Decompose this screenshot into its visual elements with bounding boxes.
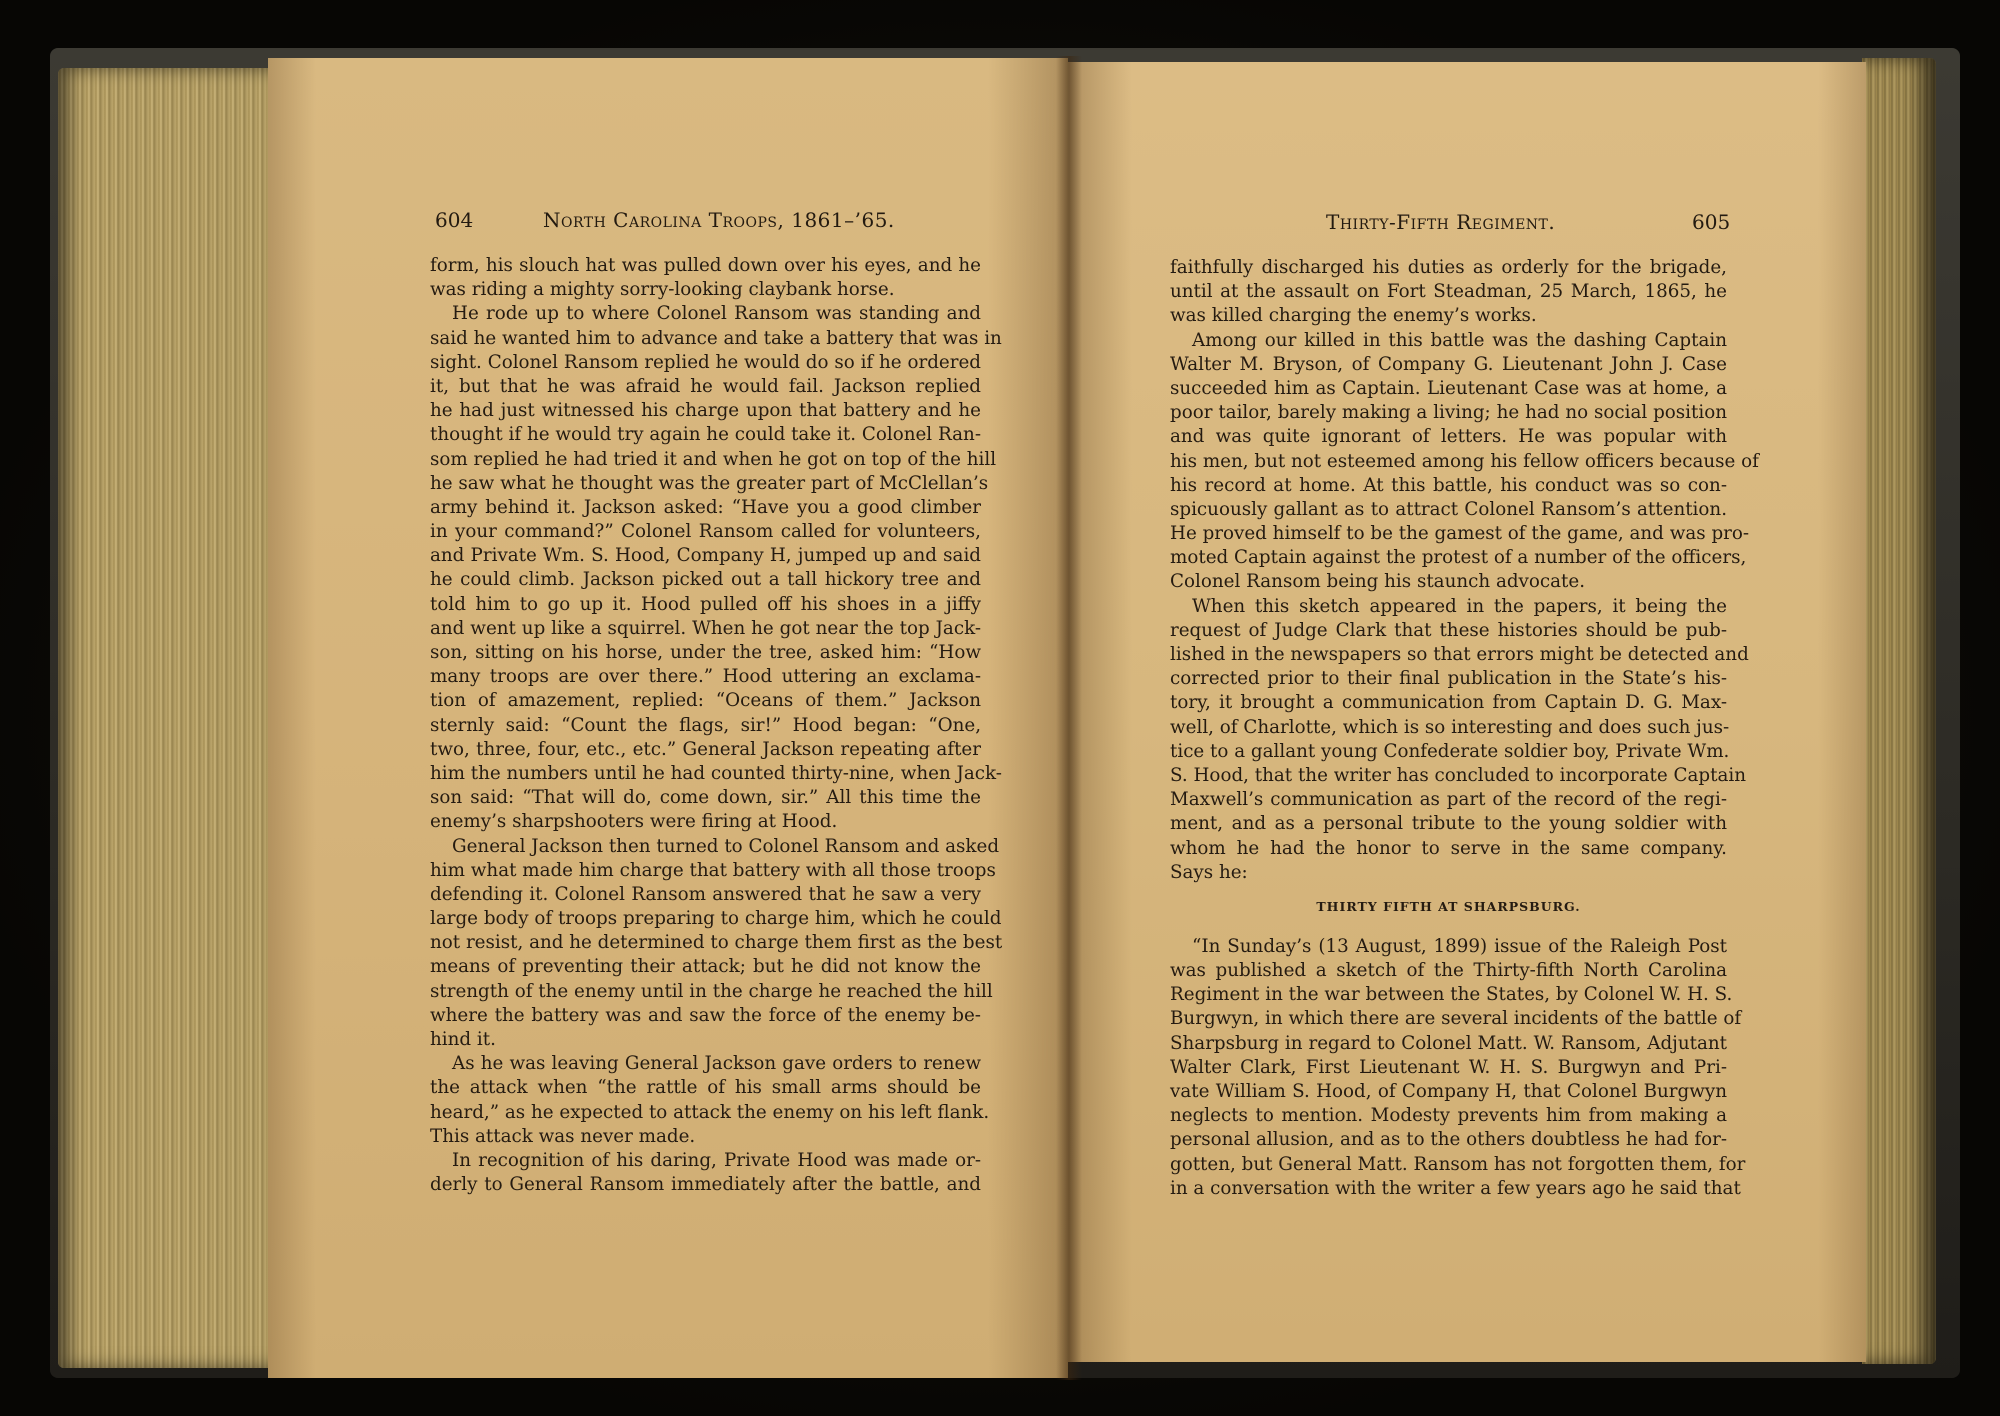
- text-line: som replied he had tried it and when he got on top of the hill: [430, 448, 997, 470]
- text-line: until at the assault on Fort Steadman, 25 March, 1865, he: [1170, 281, 1727, 303]
- text-line: was killed charging the enemy’s works.: [1170, 305, 1537, 327]
- text-line: sight. Colonel Ransom replied he would do so if he ordered: [430, 351, 981, 373]
- right-body-after: [1170, 935, 1746, 1201]
- text-line: him the numbers until he had counted thirty-nine, when Jack-: [430, 762, 1002, 784]
- text-line: strength of the enemy until in the charge he reached the hill: [430, 980, 993, 1002]
- text-line: and was quite ignorant of letters. He was popular with: [1170, 426, 1727, 448]
- text-line: where the battery was and saw the force of the enemy be-: [430, 1004, 981, 1026]
- right-running-head: Thirty-Fifth Regiment.: [1326, 210, 1556, 234]
- text-line: request of Judge Clark that these histories should be pub-: [1170, 619, 1727, 641]
- text-line: Walter Clark, First Lieutenant W. H. S. Burgwyn and Pri-: [1170, 1056, 1727, 1078]
- text-line: and Private Wm. S. Hood, Company H, jumped up and said: [430, 545, 981, 567]
- text-line: poor tailor, barely making a living; he had no social position: [1170, 402, 1727, 424]
- text-line: Colonel Ransom being his staunch advocate.: [1170, 571, 1586, 593]
- section-subheading: THIRTY FIFTH AT SHARPSBURG.: [1316, 898, 1581, 914]
- right-body-before: [1170, 256, 1759, 885]
- text-line: son said: “That will do, come down, sir.” All this time the: [430, 787, 981, 809]
- text-line: Maxwell’s communication as part of the record of the regi-: [1170, 789, 1727, 811]
- text-line: his men, but not esteemed among his fellow officers because of: [1170, 450, 1759, 472]
- text-line: Sharpsburg in regard to Colonel Matt. W. Ransom, Adjutant: [1170, 1032, 1727, 1054]
- text-line: Among our killed in this battle was the dashing Captain: [1192, 329, 1727, 351]
- text-line: army behind it. Jackson asked: “Have you a good climber: [430, 496, 981, 518]
- text-line: well, of Charlotte, which is so interesting and does such jus-: [1170, 716, 1730, 738]
- text-line: he could climb. Jackson picked out a tall hickory tree and: [430, 569, 981, 591]
- text-line: personal allusion, and as to the others doubtless he had for-: [1170, 1129, 1728, 1151]
- text-line: succeeded him as Captain. Lieutenant Case was at home, a: [1170, 377, 1727, 399]
- text-line: the attack when “the rattle of his small arms should be: [430, 1077, 981, 1099]
- text-line: he saw what he thought was the greater part of McClellan’s: [430, 472, 989, 494]
- text-line: hind it.: [430, 1029, 496, 1050]
- text-line: gotten, but General Matt. Ransom has not forgotten them, for: [1170, 1153, 1746, 1175]
- text-line: many troops are over there.” Hood uttering an exclama-: [430, 666, 981, 688]
- left-page-edges: [58, 68, 280, 1368]
- text-line: told him to go up it. Hood pulled off his shoes in a jiffy: [430, 593, 981, 615]
- text-line: Regiment in the war between the States, by Colonel W. H. S.: [1170, 984, 1733, 1006]
- text-line: Says he:: [1170, 861, 1248, 883]
- text-line: whom he had the honor to serve in the same company.: [1170, 837, 1727, 859]
- text-line: vate William S. Hood, of Company H, that Colonel Burgwyn: [1170, 1081, 1727, 1102]
- text-line: heard,” as he expected to attack the enemy on his left flank.: [430, 1101, 990, 1123]
- text-line: was published a sketch of the Thirty-fifth North Carolina: [1170, 960, 1727, 982]
- text-line: faithfully discharged his duties as orderly for the brigade,: [1170, 257, 1727, 278]
- text-line: derly to General Ransom immediately after the battle, and: [430, 1174, 981, 1196]
- text-line: tory, it brought a communication from Captain D. G. Max-: [1170, 692, 1727, 714]
- text-line: Burgwyn, in which there are several incidents of the battle of: [1170, 1008, 1742, 1030]
- right-body-text: [1170, 256, 1759, 1201]
- right-page-number: 605: [1692, 210, 1731, 234]
- text-line: ment, and as a personal tribute to the young soldier with: [1170, 813, 1727, 835]
- text-line: son, sitting on his horse, under the tree, asked him: “How: [430, 642, 981, 663]
- text-line: corrected prior to their final publication in the State’s his-: [1170, 668, 1727, 690]
- text-line: and went up like a squirrel. When he got near the top Jack-: [430, 617, 981, 639]
- text-line: sternly said: “Count the flags, sir!” Hood began: “One,: [430, 714, 981, 736]
- text-line: said he wanted him to advance and take a battery that was in: [430, 327, 1002, 349]
- text-line: means of preventing their attack; but he did not know the: [430, 956, 981, 978]
- text-line: He rode up to where Colonel Ransom was standing and: [452, 303, 981, 325]
- left-page: [268, 58, 1068, 1378]
- text-line: not resist, and he determined to charge them first as the best: [430, 932, 1003, 954]
- text-line: he had just witnessed his charge upon that battery and he: [430, 400, 981, 422]
- text-line: his record at home. At this battle, his conduct was so con-: [1170, 474, 1727, 496]
- left-page-number: 604: [435, 208, 474, 232]
- right-page: [1068, 62, 1866, 1362]
- text-line: When this sketch appeared in the papers, it being the: [1192, 595, 1727, 617]
- text-line: enemy’s sharpshooters were firing at Hood.: [430, 811, 838, 833]
- text-line: This attack was never made.: [430, 1125, 696, 1147]
- text-line: General Jackson then turned to Colonel Ransom and asked: [452, 835, 1000, 857]
- text-line: in a conversation with the writer a few years ago he said that: [1170, 1177, 1741, 1199]
- text-line: In recognition of his daring, Private Hood was made or-: [452, 1149, 981, 1171]
- text-line: As he was leaving General Jackson gave orders to renew: [452, 1053, 981, 1075]
- text-line: S. Hood, that the writer has concluded to incorporate Captain: [1170, 764, 1746, 786]
- left-running-head: North Carolina Troops, 1861–’65.: [543, 208, 895, 232]
- text-line: lished in the newspapers so that errors might be detected and: [1170, 644, 1749, 665]
- text-line: moted Captain against the protest of a number of the officers,: [1170, 547, 1747, 569]
- text-line: two, three, four, etc., etc.” General Jackson repeating after: [430, 738, 981, 760]
- book-gutter: [1056, 56, 1082, 1380]
- left-body-text: [430, 254, 1003, 1197]
- text-line: defending it. Colonel Ransom answered that he saw a very: [430, 883, 981, 905]
- text-line: him what made him charge that battery with all those troops: [430, 859, 996, 881]
- text-line: thought if he would try again he could take it. Colonel Ran-: [430, 424, 981, 446]
- text-line: in your command?” Colonel Ransom called for volunteers,: [430, 521, 981, 543]
- right-page-edges: [1862, 58, 1936, 1364]
- text-line: neglects to mention. Modesty prevents him from making a: [1170, 1105, 1727, 1127]
- text-line: it, but that he was afraid he would fail. Jackson replied: [430, 375, 981, 397]
- text-line: was riding a mighty sorry-looking claybank horse.: [430, 279, 895, 301]
- text-line: “In Sunday’s (13 August, 1899) issue of the Raleigh Post: [1192, 935, 1727, 957]
- text-line: Walter M. Bryson, of Company G. Lieutenant John J. Case: [1170, 353, 1727, 375]
- text-line: spicuously gallant as to attract Colonel Ransom’s attention.: [1170, 498, 1727, 520]
- text-line: tion of amazement, replied: “Oceans of them.” Jackson: [430, 690, 981, 712]
- text-line: He proved himself to be the gamest of the game, and was pro-: [1170, 523, 1750, 545]
- text-line: large body of troops preparing to charge him, which he could: [430, 908, 1002, 930]
- text-line: tice to a gallant young Confederate soldier boy, Private Wm.: [1170, 740, 1730, 762]
- text-line: form, his slouch hat was pulled down over his eyes, and he: [430, 255, 981, 276]
